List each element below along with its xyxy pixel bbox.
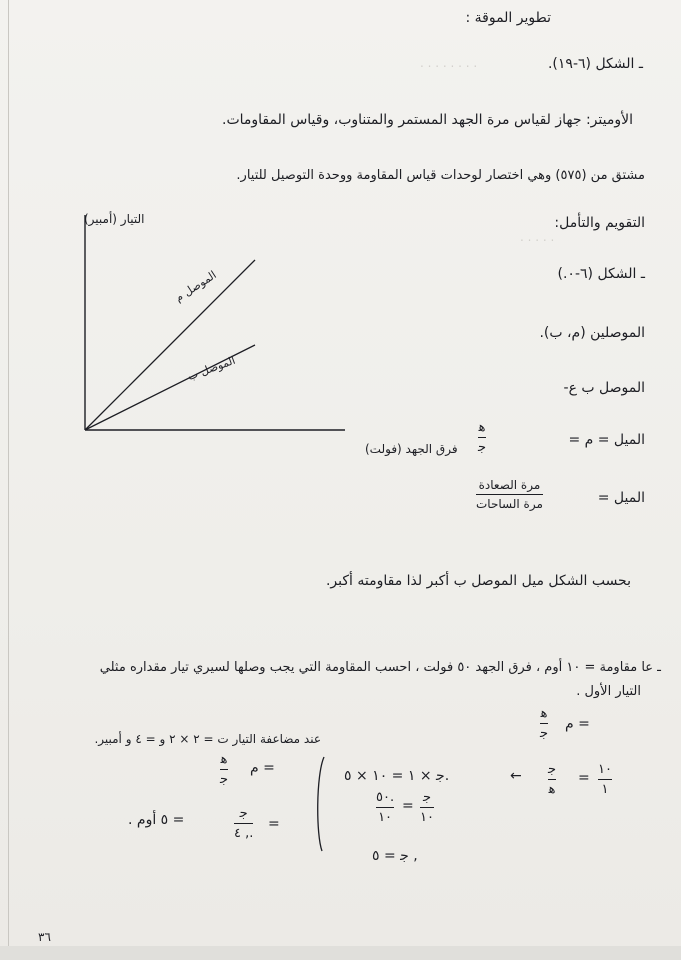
derivation-note: مشتق من (٥٧٥) وهي اختصار لوحدات قياس المقاومة ووحدة التوصيل للتيار.: [236, 168, 645, 183]
fraction-denominator: ﺟ: [540, 726, 549, 741]
slope-label-1: الميل = م =: [568, 432, 645, 448]
arrow-glyph: ←: [510, 768, 522, 784]
fraction-denominator: ﻫ: [548, 782, 556, 797]
equals-sign: =: [578, 770, 590, 786]
problem-statement-continued: التيار الأول .: [576, 684, 641, 699]
slope-fraction-2: [476, 478, 543, 511]
conductors-label: الموصلين (م، ب).: [539, 325, 645, 341]
figure-reference: ـ الشكل (٦-١٩).: [547, 56, 643, 72]
ratio-fraction-2: [548, 762, 556, 797]
fraction-numerator: ٥٠.: [376, 790, 395, 805]
fraction-numerator: ﺟ: [239, 806, 248, 821]
slope-label-2: الميل =: [597, 490, 645, 506]
equals-sign: =: [402, 798, 414, 814]
bleed-through-text: . . . . . . . .: [420, 56, 478, 70]
series-line-1: [85, 260, 255, 430]
page-margin-line: [8, 0, 9, 960]
fraction-denominator: ٤ ,.: [234, 826, 254, 841]
fraction-numerator: ١٠: [598, 762, 612, 777]
fraction-numerator: ﻫ: [220, 752, 228, 767]
fraction-denominator: ١: [601, 782, 609, 797]
cross-multiplication: ﺟ × ١ = ١٠ × ٥.: [344, 768, 450, 784]
x-axis-label: فرق الجهد (فولت): [365, 442, 458, 456]
figure-reference-2: ـ الشكل (٦-٠.): [557, 266, 645, 282]
fraction-denominator: ١٠: [420, 810, 434, 825]
ammeter-definition: الأوميتر: جهاز لقياس مرة الجهد المستمر والمتناوب، وقياس المقاومات.: [222, 112, 633, 128]
column-divider: [310, 755, 330, 855]
current-voltage-graph: [60, 212, 458, 465]
bleed-through-text: . . . . .: [520, 230, 555, 244]
ratio-fraction: [598, 762, 612, 797]
result-resistance: ﺟ = ٥ ,: [372, 848, 418, 864]
y-axis-label: التيار (أمبير): [84, 212, 145, 226]
conclusion-text: بحسب الشكل ميل الموصل ب أكبر لذا مقاومته أكبر.: [325, 573, 631, 589]
equation-label-left: م =: [250, 760, 275, 776]
fraction-numerator: ﺟ: [548, 762, 557, 777]
equation-fraction-left: [220, 752, 228, 787]
equation-fraction-top: [540, 706, 548, 741]
problem-statement: ـ عا مقاومة = ١٠ أوم ، فرق الجهد ٥٠ فولت ، احسب المقاومة التي يجب وصلها لسيري تيار مقداره مثلي: [99, 660, 661, 675]
double-current-note: عند مضاعفة التيار ت = ٢ × ٢ و = ٤ و أمبير.: [94, 732, 321, 746]
series-label-1: الموصل م: [172, 268, 219, 305]
solve-fraction-b: [376, 790, 394, 825]
fraction-denominator: ﺟ: [220, 772, 229, 787]
conductor-b-label: الموصل ب ع-: [563, 380, 645, 396]
series-label-2: الموصل ب: [185, 353, 238, 384]
fraction-denominator: مرة الساحات: [476, 497, 543, 511]
section-heading: تطوير الموقة :: [465, 10, 551, 26]
fraction-numerator: ﻫ: [540, 706, 548, 721]
fraction-numerator: مرة الصعادة: [478, 478, 541, 492]
fraction-numerator: ﺟ: [422, 790, 431, 805]
page-number: ٣٦: [38, 930, 51, 944]
evaluation-heading: التقويم والتأمل:: [554, 215, 645, 231]
equals-sign: =: [268, 816, 280, 832]
resistance-result: = ٥ أوم .: [128, 812, 185, 828]
fraction-denominator: ١٠: [378, 810, 393, 825]
slope-fraction-1: [478, 420, 486, 455]
resistance-fraction: [234, 806, 253, 841]
equation-label-top: م =: [565, 716, 590, 732]
fraction-numerator: ﻫ: [478, 420, 486, 435]
solve-fraction-a: [420, 790, 434, 825]
page-footer-edge: [0, 946, 681, 960]
fraction-denominator: ﺟ: [478, 440, 487, 455]
